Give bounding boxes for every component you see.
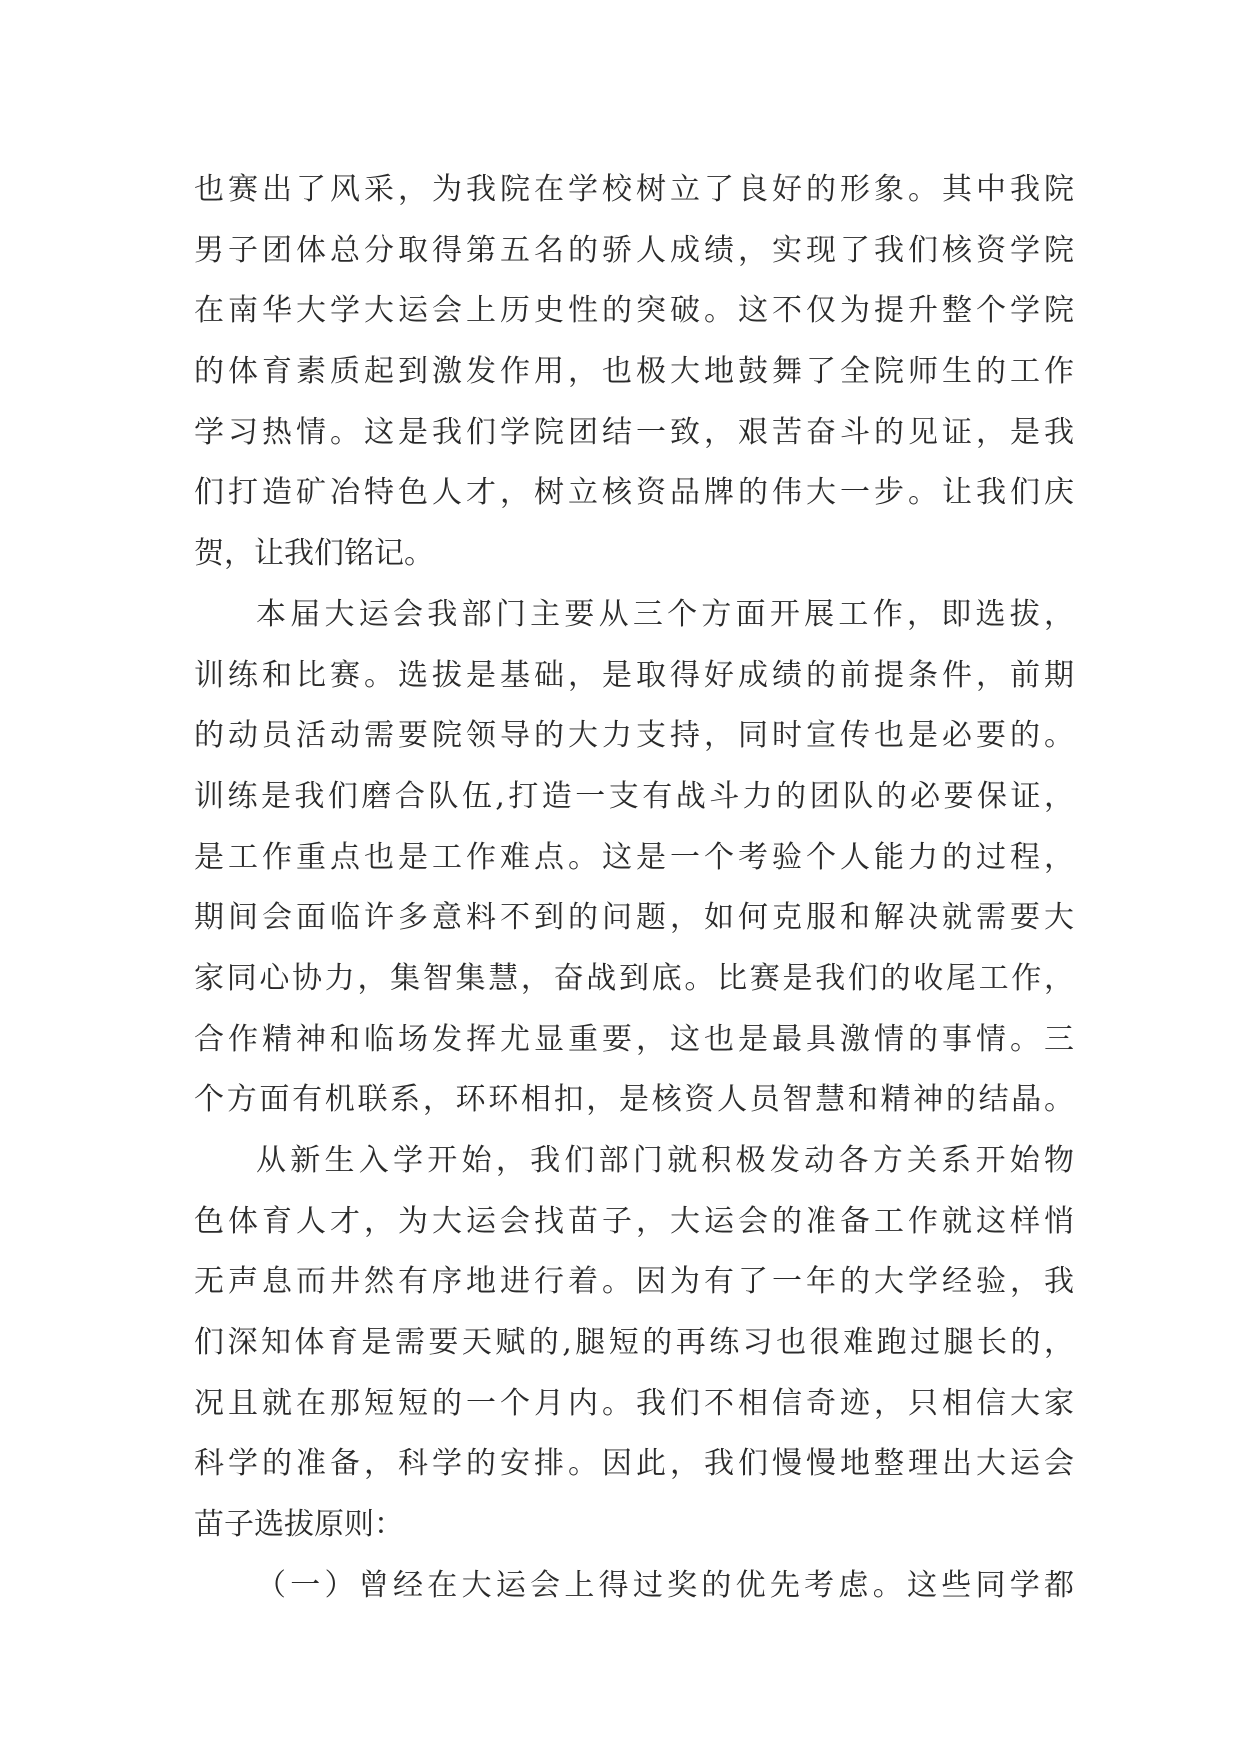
text-line: 本届大运会我部门主要从三个方面开展工作，即选拔， [256,596,1074,632]
text-line: 合作精神和临场发挥尤显重要，这也是最具激情的事情。三 [194,1021,1074,1057]
text-line: 贺，让我们铭记。 [194,536,434,572]
text-line: 期间会面临许多意料不到的问题，如何克服和解决就需要大 [194,900,1074,936]
text-line: 男子团体总分取得第五名的骄人成绩，实现了我们核资学院 [194,232,1074,268]
text-line: 苗子选拔原则： [194,1507,404,1543]
text-line: 学习热情。这是我们学院团结一致，艰苦奋斗的见证，是我 [194,414,1074,450]
text-line: 色体育人才，为大运会找苗子，大运会的准备工作就这样悄 [194,1203,1074,1239]
text-line: 们打造矿冶特色人才，树立核资品牌的伟大一步。让我们庆 [194,475,1074,511]
text-line: 的动员活动需要院领导的大力支持，同时宣传也是必要的。 [194,718,1074,754]
text-line: 况且就在那短短的一个月内。我们不相信奇迹，只相信大家 [194,1385,1074,1421]
text-line: 科学的准备，科学的安排。因此，我们慢慢地整理出大运会 [194,1446,1074,1482]
text-line: 训练是我们磨合队伍,打造一支有战斗力的团队的必要保证， [194,778,1074,814]
text-line: 的体育素质起到激发作用，也极大地鼓舞了全院师生的工作 [194,354,1074,390]
text-line: 家同心协力，集智集慧，奋战到底。比赛是我们的收尾工作， [194,960,1074,996]
text-line: 训练和比赛。选拔是基础，是取得好成绩的前提条件，前期 [194,657,1074,693]
text-line: 们深知体育是需要天赋的,腿短的再练习也很难跑过腿长的， [194,1325,1074,1361]
body-text [194,160,1074,1617]
text-line: 从新生入学开始，我们部门就积极发动各方关系开始物 [256,1143,1074,1178]
text-line: （一）曾经在大运会上得过奖的优先考虑。这些同学都 [256,1567,1074,1603]
text-line: 个方面有机联系，环环相扣，是核资人员智慧和精神的结晶。 [194,1082,1074,1118]
text-line: 无声息而井然有序地进行着。因为有了一年的大学经验，我 [194,1264,1074,1300]
text-line: 在南华大学大运会上历史性的突破。这不仅为提升整个学院 [194,293,1074,329]
text-line: 也赛出了风采，为我院在学校树立了良好的形象。其中我院 [194,172,1074,207]
text-line: 是工作重点也是工作难点。这是一个考验个人能力的过程， [194,839,1074,875]
